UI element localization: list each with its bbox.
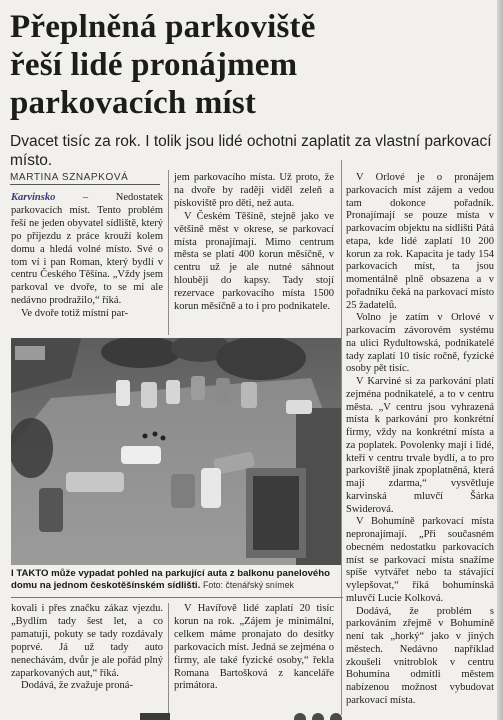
column-separator [341,160,342,715]
column-2-top [174,172,334,314]
paragraph-text: – Nedostatek parkovacích míst. Tento problém řeší ne jeden obyvatel sídliště, který po příjezdu z práce krouží kolem domu a hledá volné místo. Své o tom ví i pan Roman, který bydlí v centru Českého Těšína. „Vždy jsem parkoval ve dvoře, to se mi ale nedávno prodražilo,“ říká. [11,192,163,307]
paragraph: V Karviné si za parkování platí zejména podnikatelé, a to v centru města. „V centru jsou vyhrazená místa k parkování pro konkrétní firmy, vždy na konkrétní místa a za poplatek. Povolenky mají i lidé, kteří v centru trvale bydlí, a to pro parkoviště jinak zpoplatněná, která mají zdarma,“ vysvětluje karvinská mluvčí Šárka Swiderová. [346,376,494,515]
headline-line-2: řeší lidé pronájmem [10,47,298,83]
page-bottom-ornament [140,712,360,720]
parking-lot-photo-icon [11,338,341,565]
caption-text: I TAKTO může vypadat pohled na parkující auta z balkonu panelového domu na jednom českotěšínském sídlišti. [11,568,330,591]
paragraph: V Orlové je o pronájem parkovacích míst zájem a vedou tam dokonce pořadník. Pronajímají se pouze místa v parkovacím objektu na sídlišti Pátá etapa, kde lidé zaplatí 10 200 korun za rok. Kapacita je tady 154 parkovacích míst, ta jsou momentálně plně obsazena a v pořadníku čeká na parkovací místo 25 žadatelů. [346,172,494,311]
parking-lot-photo [11,338,341,565]
headline-line-1: Přeplněná parkoviště [10,9,316,45]
headline-line-3: parkovacích míst [10,85,257,121]
paragraph: Dodává, že problém s parkováním zřejmě v Bohumíně není tak „horký“ jako v jiných městech. Nedávno například zkoušeli vnitroblok v centru Bohumína odmítli městem nabízenou možnost vybudovat parkovací místa. [346,605,494,706]
photo-caption [11,568,343,591]
column-1-top [11,192,163,321]
headline [10,8,496,122]
location-tag: Karvinsko [11,192,56,203]
paragraph: Ve dvoře totiž místní par- [21,308,129,320]
paragraph: kovali i přes značku zákaz vjezdu. „Bydlím tady šest let, a co pamatuji, pokuty se tady rozdávaly poprvé. Já už tady auto nenechávám, dvůr je ale pořád plný zaparkovaných aut,“ říká. [11,603,163,679]
column-1-bottom [11,603,163,693]
byline: MARTINA SZNAPKOVÁ [10,172,160,185]
paragraph: Volno je zatím v Orlové v parkovacím závorovém systému na ulici Rydultowská, podnikatelé tady zaplatí 10 tisíc ročně, fyzické osoby pět tisíc. [346,312,494,375]
paragraph: V Českém Těšíně, stejně jako ve většině měst v okrese, se parkovací místa pronajímají. Mimo centrum města se platí 400 korun měsíčně, v centru už je ale nutné sáhnout hlouběji do kapsy. Tady stojí rezervace parkovacího místa 1500 korun měsíčně a to i pro podnikatele. [174,210,334,313]
column-3 [346,172,494,708]
page-edge [497,0,503,720]
column-2-bottom [174,603,334,693]
caption-divider [11,597,343,598]
photo-credit: Foto: čtenářský snímek [202,579,294,590]
lead-paragraph: Dvacet tisíc za rok. I tolik jsou lidé ochotni zaplatit za vlastní parkovací místo. [10,133,492,169]
paragraph: jem parkovacího místa. Už proto, že na dvoře by raději viděl zeleň a pískoviště pro děti, než auta. [174,172,334,209]
column-separator [168,170,169,335]
column-separator [168,603,169,713]
paragraph [11,192,163,308]
paragraph: Dodává, že zvažuje proná- [21,680,133,692]
paragraph: V Bohumíně parkovací místa nepronajímají. „Při současném obecném nedostatku parkovacích míst se parkovací místa snažíme spíše vytvářet nebo ta stávající vylepšovat,“ říká bohumínská mluvčí Lucie Kolková. [346,516,494,604]
paragraph: V Havířově lidé zaplatí 20 tisíc korun na rok. „Zájem je minimální, celkem máme pronajato do desítky parkovacích míst. Jedná se zejména o firmy, ale také fyzické osoby,“ řekla Romana Bartošková z kanceláře primátora. [174,603,334,692]
